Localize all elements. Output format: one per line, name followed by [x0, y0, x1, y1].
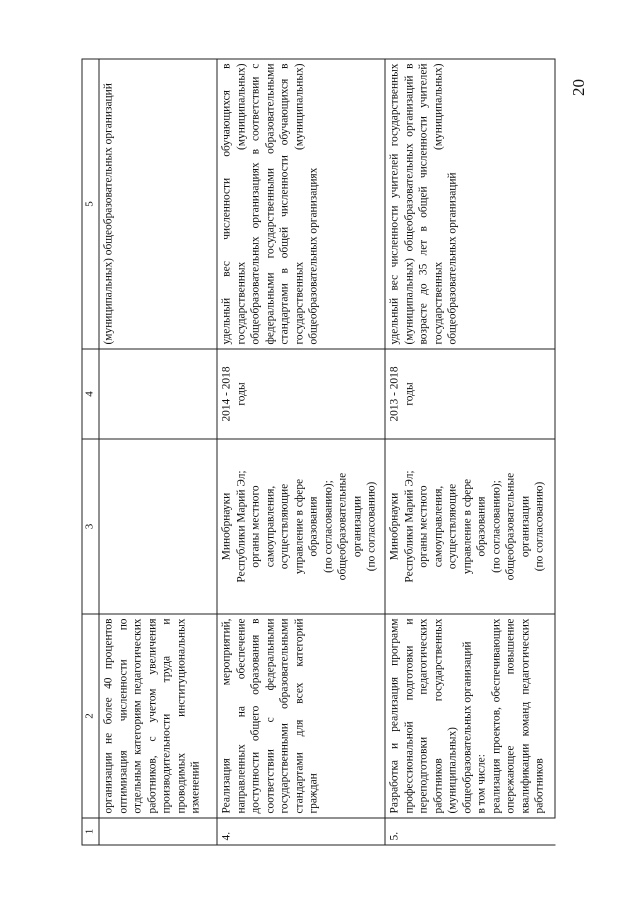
indicator-text: удельный вес численности обучающихся в государственных (муниципальных) общеобразовательных организациях в соответствии с федеральными государственными образовательными стандартами в общей численности обучающихся в государственных (муниципальных) общеобразовательных организациях	[220, 63, 320, 345]
period-cell: 2014 - 2018 годы	[217, 349, 385, 439]
executor-line: (по согласованию)	[365, 481, 378, 572]
table-header-row	[82, 59, 99, 845]
executor-line: осуществляющие	[278, 483, 291, 570]
executor-line: Минобрнауки	[388, 492, 401, 561]
table-row	[217, 59, 385, 845]
executor-line: органы местного	[249, 485, 262, 568]
measure-text: Разработка и реализация программ профессиональной подготовки и переподготовки педагогических работников государственных (муниципальных) общеобразовательных организаций	[388, 618, 473, 814]
measure-text: Реализация мероприятий, направленных на обеспечение доступности общего образования в соответствии с федеральными государственными образовательными стандартами для всех категорий граждан	[220, 618, 320, 814]
period-cell	[99, 349, 217, 439]
measure-cell	[217, 614, 385, 818]
measures-table	[82, 59, 556, 846]
sub-measure-text: реализация проектов, обеспечивающих опережающее повышение квалификации команд педагогических работников	[490, 618, 546, 814]
indicator-cell	[385, 59, 555, 349]
measure-cell	[99, 614, 217, 818]
indicator-text: (муниципальных) общеобразовательных организаций	[102, 83, 115, 345]
header-col-1: 1	[82, 818, 99, 845]
indicator-cell	[99, 59, 217, 349]
row-number-cell: 5.	[385, 818, 555, 845]
executors-cell	[217, 439, 385, 614]
executor-line: самоуправления,	[432, 485, 444, 568]
executor-line: осуществляющие	[446, 483, 459, 570]
executor-line: образования	[475, 496, 488, 557]
executor-line: общеобразовательные	[504, 472, 517, 581]
page-number: 20	[569, 79, 588, 96]
executors-cell	[99, 439, 217, 614]
header-col-2: 2	[82, 614, 99, 818]
executor-line: самоуправления,	[264, 485, 276, 568]
executor-line: управление в сфере	[293, 478, 305, 575]
measure-cell	[385, 614, 555, 818]
measure-text: организации не более 40 процентов оптимизация численности по отдельным категориям педагогических работников, с учетом увеличения производительности труда и проводимых институциональных изменений	[102, 618, 202, 814]
indicator-cell	[217, 59, 385, 349]
header-col-5: 5	[82, 59, 99, 349]
executor-line: Республики Марий Эл;	[403, 470, 415, 583]
document-sheet	[82, 60, 559, 846]
executor-line: общеобразовательные	[336, 472, 349, 581]
indicator-text: удельный вес численности учителей государственных (муниципальных) общеобразовательных организаций в возрасте до 35 лет в общей численности учителей государственных (муниципальных) общеобразовательных организаций	[388, 63, 459, 345]
sub-label: в том числе:	[475, 754, 488, 814]
executor-line: организации	[351, 495, 363, 558]
executor-line: (по согласованию)	[533, 481, 546, 572]
executor-line: (по согласованию);	[490, 480, 502, 573]
table-row-continued	[99, 59, 217, 845]
executor-line: Минобрнауки	[220, 492, 233, 561]
row-number-cell: 4.	[217, 818, 385, 845]
executor-line: (по согласованию);	[322, 480, 334, 573]
table-row	[385, 59, 555, 845]
executor-line: органы местного	[417, 485, 430, 568]
header-col-3: 3	[82, 439, 99, 614]
executors-cell	[385, 439, 555, 614]
executor-line: организации	[519, 495, 531, 558]
executor-line: образования	[307, 496, 320, 557]
executor-line: Республики Марий Эл;	[235, 470, 247, 583]
header-col-4: 4	[82, 349, 99, 439]
executor-line: управление в сфере	[461, 478, 473, 575]
row-number-cell	[99, 818, 217, 845]
period-cell: 2013 - 2018 годы	[385, 349, 555, 439]
